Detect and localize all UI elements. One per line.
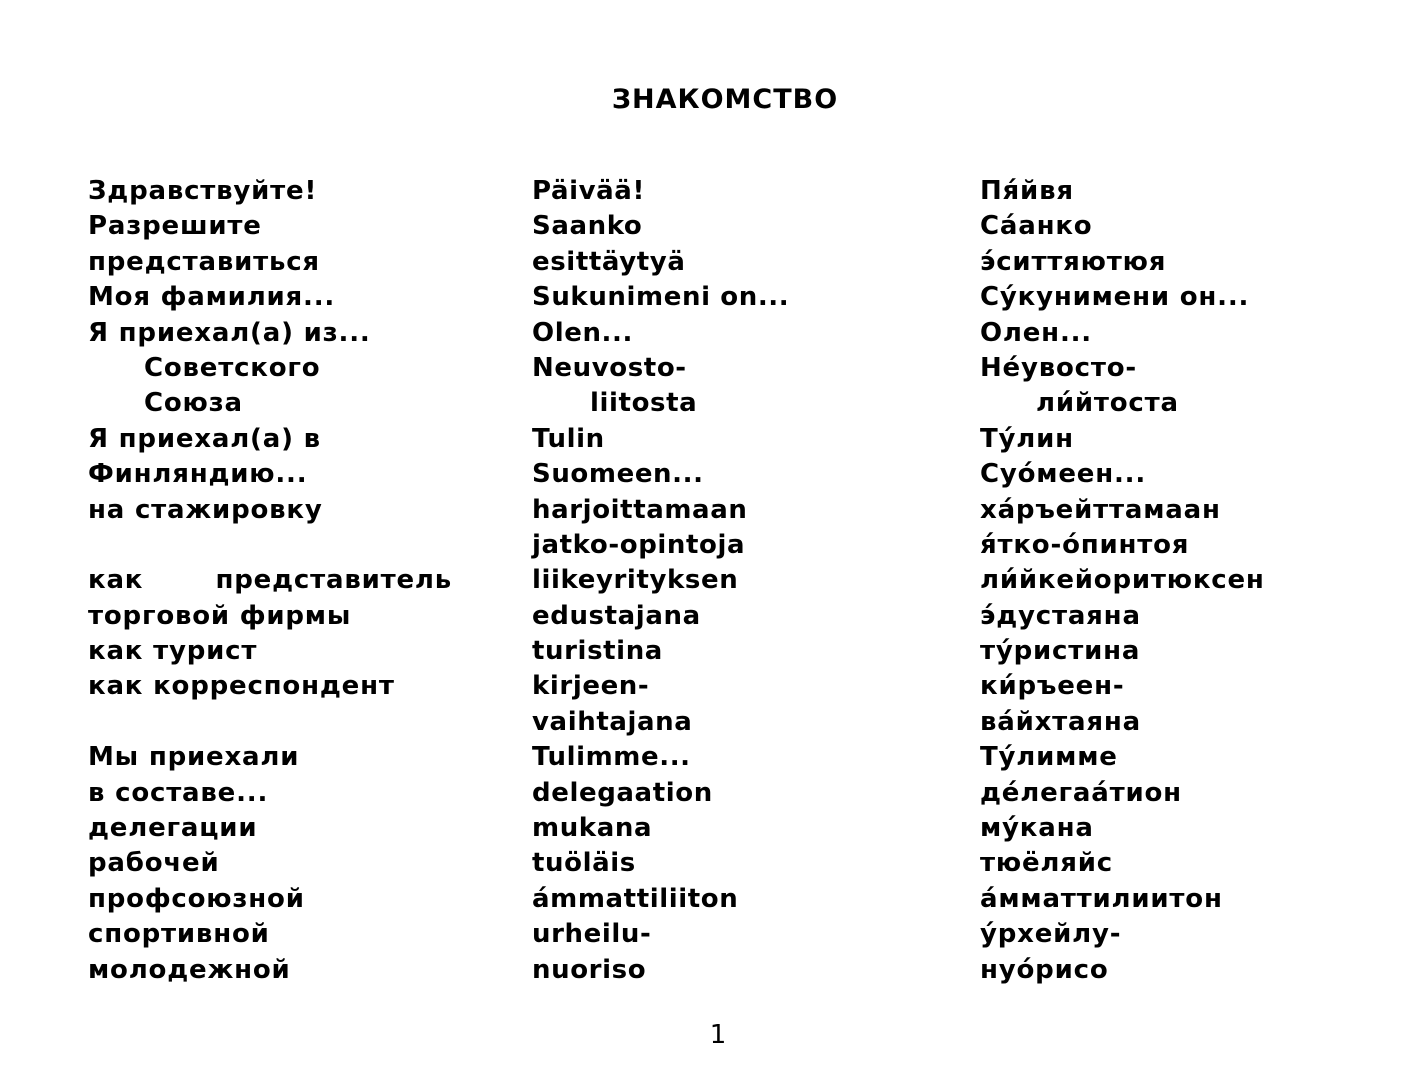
finnish-line: Suomeen... xyxy=(532,459,704,490)
russian-line: торговой фирмы xyxy=(88,600,352,631)
page-title: ЗНАКОМСТВО xyxy=(611,84,839,115)
russian-line: Здравствуйте! xyxy=(88,176,318,206)
russian-line: Разрешите xyxy=(88,211,262,242)
transcription-line: нуо́рисо xyxy=(980,954,1109,985)
transcription-line: ли́йтоста xyxy=(1036,388,1179,419)
transcription-line: му́кана xyxy=(980,813,1094,844)
finnish-line: urheilu- xyxy=(532,919,652,950)
russian-line: как турист xyxy=(88,636,258,667)
page-number: 1 xyxy=(709,1020,727,1050)
transcription-line: э́ситтяютюя xyxy=(980,246,1167,277)
transcription-line: Са́анко xyxy=(980,211,1093,242)
finnish-line: Saanko xyxy=(532,211,643,242)
transcription-line: ха́ръейттамаан xyxy=(980,494,1221,525)
transcription-line: тюёляйс xyxy=(980,848,1113,879)
russian-line: представиться xyxy=(88,246,320,277)
russian-blank-line xyxy=(88,705,488,740)
finnish-column xyxy=(532,174,962,988)
russian-split-line xyxy=(88,563,452,598)
finnish-line: liitosta xyxy=(590,388,698,419)
finnish-line: nuoriso xyxy=(532,954,647,985)
transcription-line: Олен... xyxy=(980,317,1092,348)
finnish-line: ámmattiliiton xyxy=(532,883,739,914)
russian-line: профсоюзной xyxy=(88,883,305,914)
finnish-line: kirjeen- xyxy=(532,671,650,702)
transcription-line: Не́увосто- xyxy=(980,352,1137,383)
russian-line: делегации xyxy=(88,813,258,844)
russian-line: Мы приехали xyxy=(88,742,300,773)
transcription-line: Пя́йвя xyxy=(980,176,1074,206)
finnish-line: Sukunimeni on... xyxy=(532,282,790,313)
finnish-line: harjoittamaan xyxy=(532,494,748,525)
finnish-line: turistina xyxy=(532,636,663,667)
transcription-line: ли́йкейоритюксен xyxy=(980,565,1265,596)
russian-line: рабочей xyxy=(88,848,220,879)
finnish-line: mukana xyxy=(532,813,653,844)
finnish-line: Tulin xyxy=(532,423,605,454)
finnish-line: Tulimme... xyxy=(532,742,691,773)
russian-line: Союза xyxy=(144,388,243,419)
russian-line: в составе... xyxy=(88,777,269,808)
russian-line: молодежной xyxy=(88,954,291,985)
transcription-line: Су́кунимени он... xyxy=(980,282,1250,313)
russian-line: как корреспондент xyxy=(88,671,395,702)
russian-line: Финляндию... xyxy=(88,459,308,490)
finnish-line: jatko-opintoja xyxy=(532,529,746,560)
transcription-line: Ту́лимме xyxy=(980,742,1118,773)
transcription-line: де́легаа́тион xyxy=(980,777,1182,808)
transcription-line: Ту́лин xyxy=(980,423,1074,454)
transcription-line: а́мматтилиитон xyxy=(980,883,1223,914)
russian-line: Я приехал(а) из... xyxy=(88,317,371,348)
transcription-line: у́рхейлу- xyxy=(980,919,1122,950)
russian-line: Я приехал(а) в xyxy=(88,423,321,454)
transcription-line: ки́ръеен- xyxy=(980,671,1125,702)
russian-line: Советского xyxy=(144,352,321,383)
russian-line: спортивной xyxy=(88,919,270,950)
transcription-line: Суо́меен... xyxy=(980,459,1147,490)
finnish-line: Olen... xyxy=(532,317,633,348)
finnish-line: Neuvosto- xyxy=(532,352,687,383)
finnish-line: liikeyrityksen xyxy=(532,565,739,596)
russian-split-right: представитель xyxy=(215,565,452,596)
russian-column xyxy=(88,174,488,988)
transcription-line: ва́йхтаяна xyxy=(980,706,1142,737)
transcription-line: ту́ристина xyxy=(980,636,1141,667)
transcription-line: э́дустаяна xyxy=(980,600,1141,631)
transcription-line: я́тко-о́пинтоя xyxy=(980,529,1190,560)
finnish-line: Päivää! xyxy=(532,176,645,206)
transcription-column xyxy=(980,174,1410,988)
russian-line: на стажировку xyxy=(88,494,323,525)
finnish-line: esittäytyä xyxy=(532,246,686,277)
finnish-line: edustajana xyxy=(532,600,701,631)
russian-line: Моя фамилия... xyxy=(88,282,336,313)
russian-blank-line xyxy=(88,528,488,563)
finnish-line: vaihtajana xyxy=(532,706,693,737)
finnish-line: delegaation xyxy=(532,777,713,808)
russian-split-left: как xyxy=(88,565,144,596)
finnish-line: tuöläis xyxy=(532,848,636,879)
